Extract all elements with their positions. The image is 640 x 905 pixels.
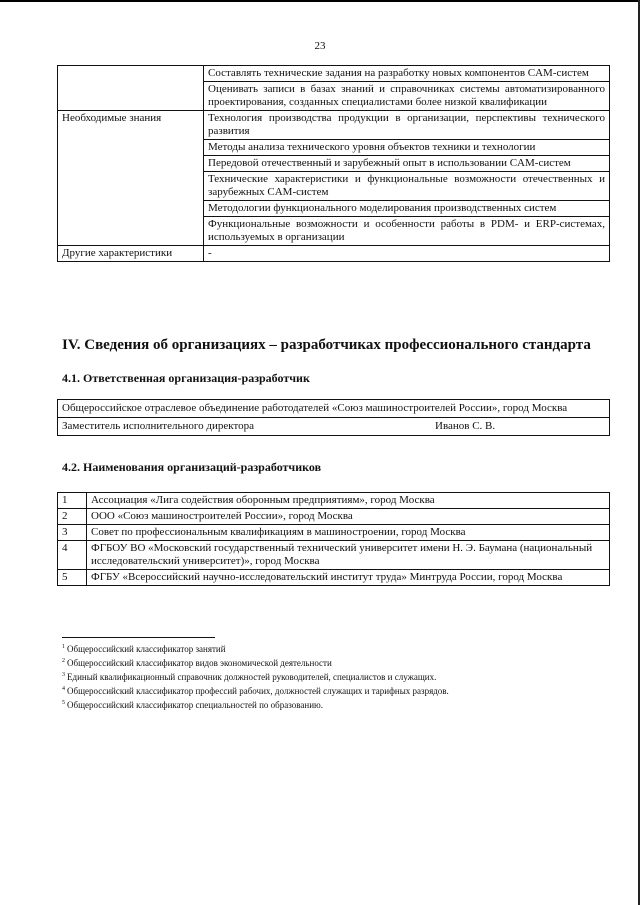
table-cell: Составлять технические задания на разработку новых компонентов CAM-систем bbox=[204, 66, 610, 82]
row-number: 3 bbox=[58, 525, 87, 541]
table-cell: Методологии функционального моделирования производственных систем bbox=[204, 201, 610, 217]
footnote-mark: 1 bbox=[62, 644, 65, 650]
footnote-text: Общероссийский классификатор профессий рабочих, должностей служащих и тарифных разрядов. bbox=[67, 686, 449, 696]
table-row bbox=[58, 66, 610, 82]
other-value: - bbox=[204, 246, 610, 262]
row-number: 4 bbox=[58, 541, 87, 570]
footnote-mark: 3 bbox=[62, 672, 65, 678]
table-row bbox=[58, 246, 610, 262]
footnote bbox=[62, 697, 602, 711]
knowledge-label: Необходимые знания bbox=[58, 111, 204, 246]
footnote-text: Общероссийский классификатор видов экономической деятельности bbox=[67, 658, 332, 668]
org-name: Общероссийское отраслевое объединение работодателей «Союз машиностроителей России», город Москва bbox=[58, 400, 610, 418]
person-name: Иванов С. В. bbox=[435, 420, 496, 432]
footnote bbox=[62, 669, 602, 683]
section-title: IV. Сведения об организациях – разработчиках профессионального стандарта bbox=[62, 337, 591, 353]
table-cell: Оценивать записи в базах знаний и справочниках системы автоматизированного проектирования, созданных специалистами более низкой квалификации bbox=[204, 82, 610, 111]
table-row bbox=[58, 493, 610, 509]
table-cell-empty bbox=[58, 66, 204, 111]
footnote-divider bbox=[62, 637, 215, 638]
row-number: 1 bbox=[58, 493, 87, 509]
table-row bbox=[58, 541, 610, 570]
row-number: 2 bbox=[58, 509, 87, 525]
table-row bbox=[58, 418, 610, 436]
org-name: Ассоциация «Лига содействия оборонным предприятиям», город Москва bbox=[87, 493, 610, 509]
subsection-title: 4.2. Наименования организаций-разработчиков bbox=[62, 460, 322, 474]
subsection-title: 4.1. Ответственная организация-разработчик bbox=[62, 371, 310, 385]
footnote-text: Единый квалификационный справочник должностей руководителей, специалистов и служащих. bbox=[67, 672, 437, 682]
footnote bbox=[62, 641, 602, 655]
signatory-row bbox=[58, 418, 610, 436]
other-label: Другие характеристики bbox=[58, 246, 204, 262]
footnotes bbox=[62, 641, 602, 711]
org-name: Совет по профессиональным квалификациям в машиностроении, город Москва bbox=[87, 525, 610, 541]
table-row bbox=[58, 570, 610, 586]
table-cell: Технические характеристики и функциональные возможности отечественных и зарубежных CAM-систем bbox=[204, 172, 610, 201]
footnote-mark: 2 bbox=[62, 658, 65, 664]
org-name: ФГБОУ ВО «Московский государственный технический университет имени Н. Э. Баумана (национальный исследовательский университет)», город Москва bbox=[87, 541, 610, 570]
page-top-border bbox=[0, 0, 640, 2]
table-cell: Методы анализа технического уровня объектов техники и технологии bbox=[204, 140, 610, 156]
table-row bbox=[58, 525, 610, 541]
footnote bbox=[62, 683, 602, 697]
footnote-text: Общероссийский классификатор занятий bbox=[67, 644, 226, 654]
table-row bbox=[58, 400, 610, 418]
table-cell: Технология производства продукции в организации, перспективы технического развития bbox=[204, 111, 610, 140]
table-cell: Функциональные возможности и особенности работы в PDM- и ERP-системах, используемых в организации bbox=[204, 217, 610, 246]
org-name: ФГБУ «Всероссийский научно-исследовательский институт труда» Минтруда России, город Москва bbox=[87, 570, 610, 586]
table-row bbox=[58, 111, 610, 140]
footnote bbox=[62, 655, 602, 669]
table-row bbox=[58, 509, 610, 525]
footnote-mark: 5 bbox=[62, 700, 65, 706]
footnote-mark: 4 bbox=[62, 686, 65, 692]
responsible-org-table bbox=[57, 399, 610, 436]
requirements-table bbox=[57, 65, 610, 262]
row-number: 5 bbox=[58, 570, 87, 586]
developer-orgs-table bbox=[57, 492, 610, 586]
footnote-text: Общероссийский классификатор специальностей по образованию. bbox=[67, 700, 323, 710]
org-name: ООО «Союз машиностроителей России», город Москва bbox=[87, 509, 610, 525]
page-number: 23 bbox=[314, 40, 326, 52]
table-cell: Передовой отечественный и зарубежный опыт в использовании CAM-систем bbox=[204, 156, 610, 172]
position-title: Заместитель исполнительного директора bbox=[62, 420, 254, 432]
